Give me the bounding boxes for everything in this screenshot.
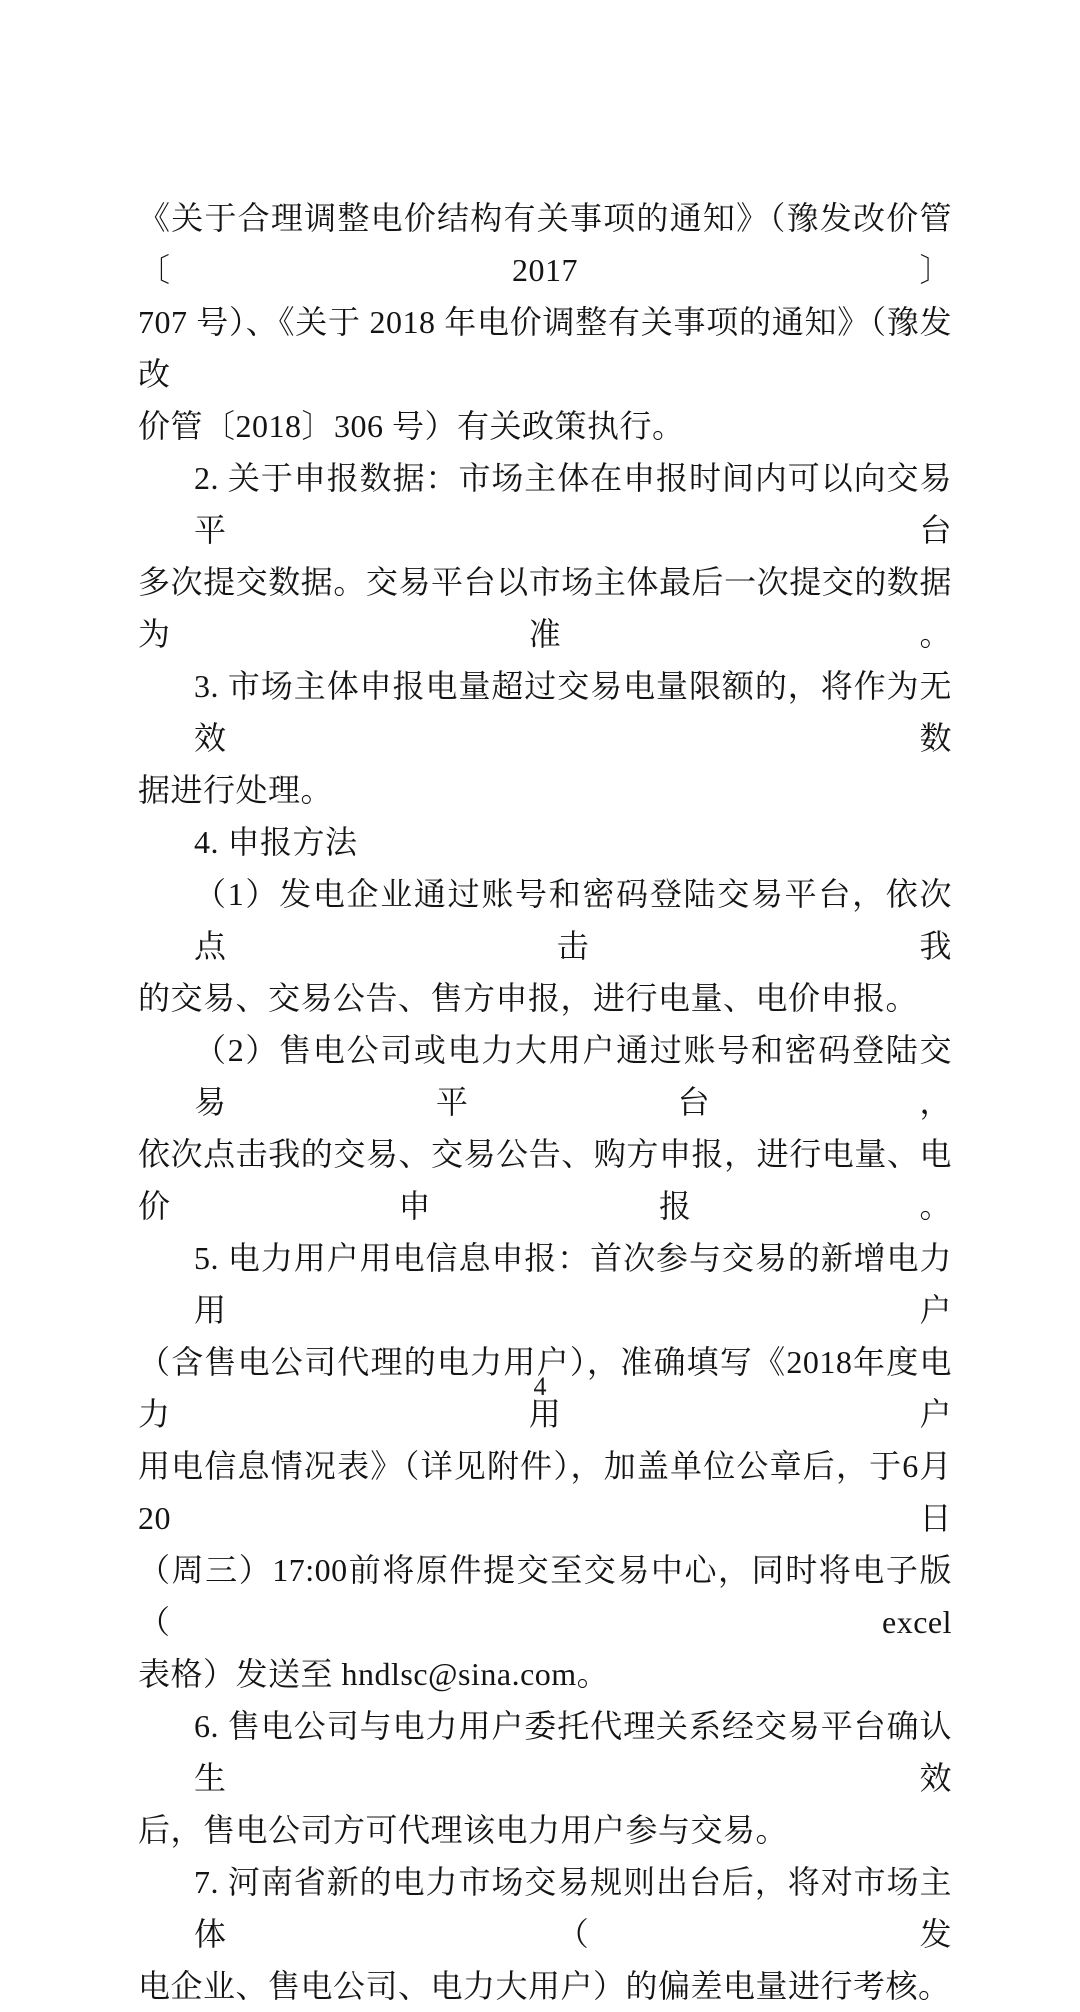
text-line: 表格）发送至 hndlsc@sina.com。 [138,1656,610,1692]
text-line: 依次点击我的交易、交易公告、购方申报，进行电量、电价申报。 [138,1136,952,1224]
text-line: 的交易、交易公告、售方申报，进行电量、电价申报。 [138,980,919,1016]
text-line: 7. 河南省新的电力市场交易规则出台后，将对市场主体（发 [194,1864,952,1952]
text-line: 电企业、售电公司、电力大用户）的偏差电量进行考核。 [138,1968,951,2004]
text-line: 5. 电力用户用电信息申报：首次参与交易的新增电力用户 [194,1240,952,1328]
text-line: 6. 售电公司与电力用户委托代理关系经交易平台确认生效 [194,1708,952,1796]
text-line: 4. 申报方法 [194,824,358,860]
text-line: （2）售电公司或电力大用户通过账号和密码登陆交易平台， [194,1032,952,1120]
text-line: （周三）17:00前将原件提交至交易中心，同时将电子版（excel [138,1552,952,1640]
text-line: 价管〔2018〕306 号）有关政策执行。 [138,408,685,444]
document-body [138,192,952,2012]
text-line: 2. 关于申报数据：市场主体在申报时间内可以向交易平台 [194,460,952,548]
text-line: 用电信息情况表》（详见附件），加盖单位公章后，于6月20日 [138,1448,952,1536]
text-line: 《关于合理调整电价结构有关事项的通知》（豫发改价管〔2017〕 [138,200,952,288]
text-line: 多次提交数据。交易平台以市场主体最后一次提交的数据为准。 [138,564,952,652]
text-line: 据进行处理。 [138,772,334,808]
text-line: （1）发电企业通过账号和密码登陆交易平台，依次点击我 [194,876,952,964]
page-footer [0,1372,1080,1402]
text-line: 3. 市场主体申报电量超过交易电量限额的，将作为无效数 [194,668,952,756]
text-line: （含售电公司代理的电力用户），准确填写《2018年度电力用户 [138,1344,952,1432]
text-line: 707 号）、《关于 2018 年电价调整有关事项的通知》（豫发改 [138,304,952,392]
text-line: 后，售电公司方可代理该电力用户参与交易。 [138,1812,789,1848]
page-number: 4 [533,1372,547,1401]
